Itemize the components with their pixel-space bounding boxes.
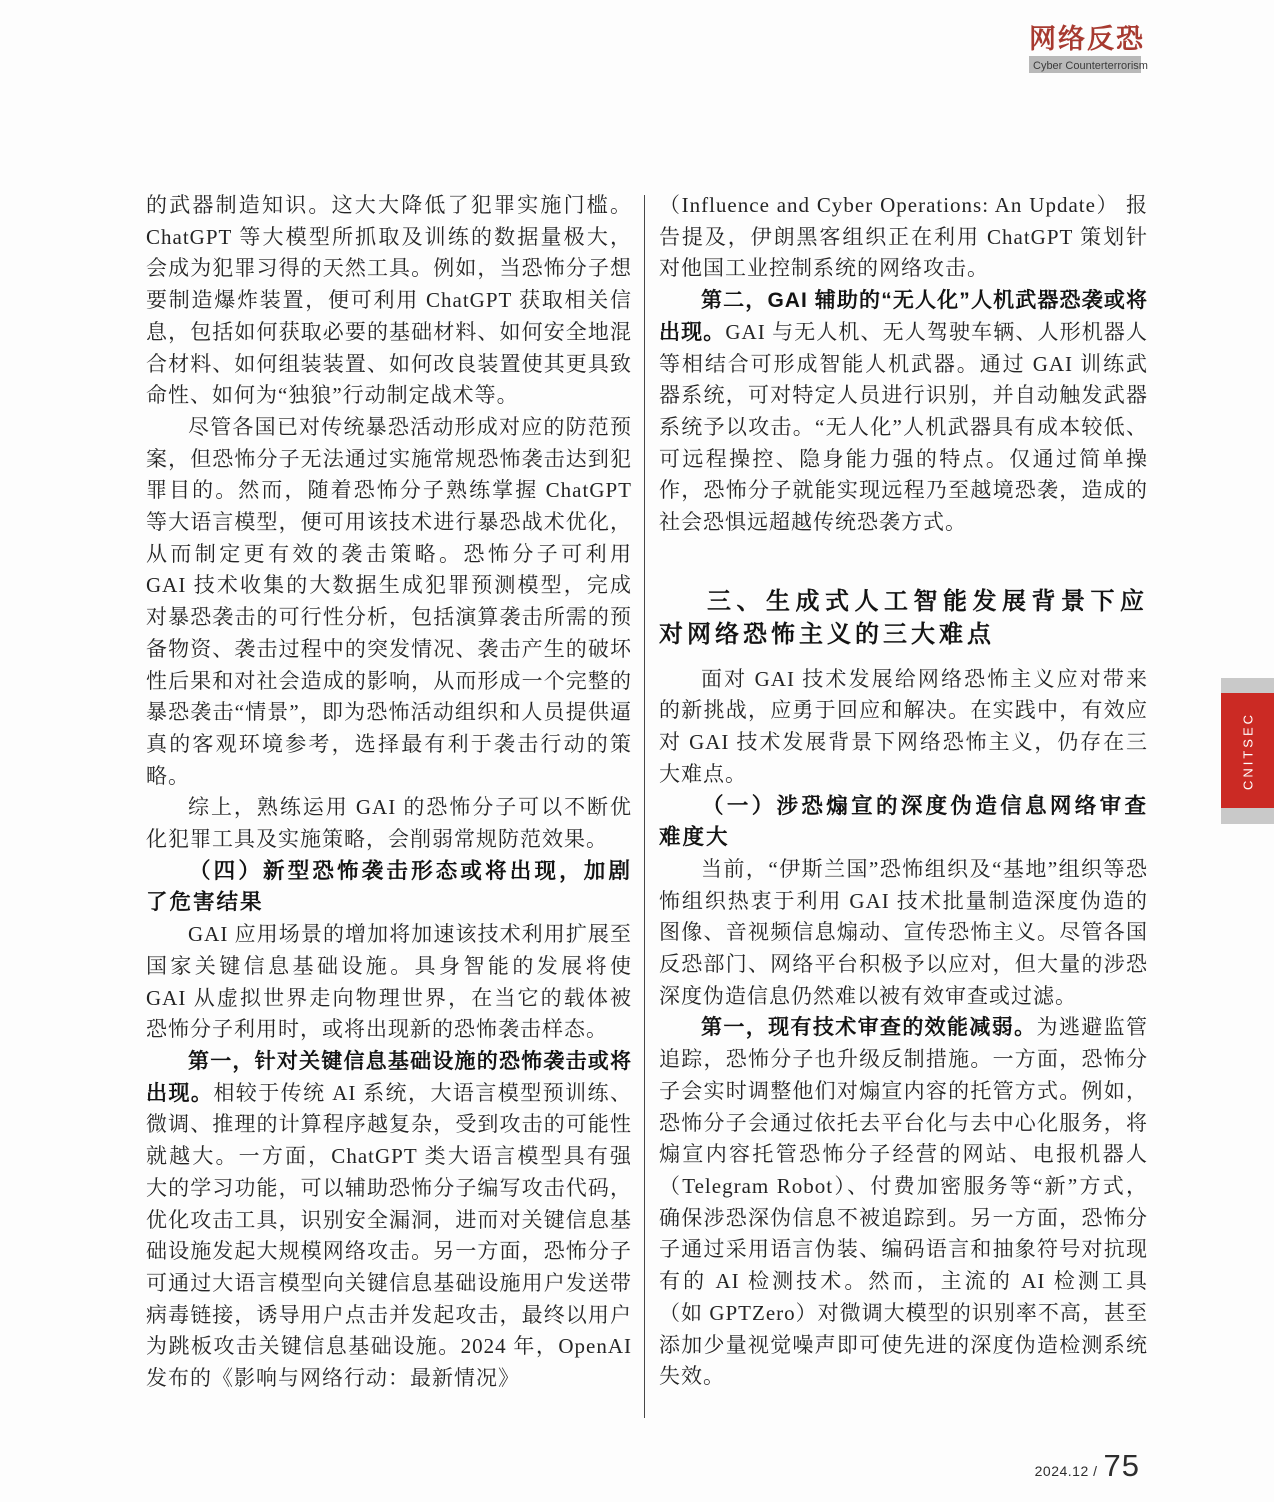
right-column [659,190,1148,1393]
side-tab-red [1221,693,1274,808]
issue-label: 2024.12 / [1034,1463,1098,1479]
paragraph: 尽管各国已对传统暴恐活动形成对应的防范预案，但恐怖分子无法通过实施常规恐怖袭击达到犯罪目的。然而，随着恐怖分子熟练掌握 ChatGPT 等大语言模型，便可用该技术进行暴恐战术优化，从而制定更有效的袭击策略。恐怖分子可利用 GAI 技术收集的大数据生成犯罪预测模型，完成对暴恐袭击的可行性分析，包括演算袭击所需的预备物资、袭击过程中的突发情况、袭击产生的破坏性后果和对社会造成的影响，从而形成一个完整的暴恐袭击“情景”，即为恐怖活动组织和人员提供逼真的客观环境参考，选择最有利于袭击行动的策略。 [146,414,632,788]
paragraph-lead: 第二，GAI 辅助的“无人化”人机武器恐袭或将出现。 [659,289,1148,344]
paragraph-text: GAI 与无人机、无人驾驶车辆、人形机器人等相结合可形成智能人机武器。通过 GAI 训练武器系统，可对特定人员进行识别，并自动触发武器系统予以攻击。“无人化”人机武器具有成本较低、可远程操控、隐身能力强的特点。仅通过简单操作，恐怖分子就能实现远程乃至越境恐袭，造成的社会恐惧远超越传统恐袭方式。 [659,319,1149,535]
subsection-heading-one: （一）涉恐煽宣的深度伪造信息网络审查难度大 [659,793,1148,850]
paragraph: GAI 应用场景的增加将加速该技术利用扩展至国家关键信息基础设施。具身智能的发展将使 GAI 从虚拟世界走向物理世界，在当它的载体被恐怖分子利用时，或将出现新的恐怖袭击样态。 [146,922,632,1042]
page-footer [1035,1448,1140,1484]
column-divider [644,195,645,1418]
left-column [146,190,632,1395]
side-tab-label: CNITSEC [1240,711,1255,790]
side-tab-gray-bottom [1221,808,1274,824]
paragraph: 综上，熟练运用 GAI 的恐怖分子可以不断优化犯罪工具及实施策略，会削弱常规防范效果。 [146,795,632,852]
paragraph: 当前，“伊斯兰国”恐怖组织及“基地”组织等恐怖组织热衷于利用 GAI 技术批量制造深度伪造的图像、音视频信息煽动、宣传恐怖主义。尽管各国反恐部门、网络平台积极予以应对，但大量的涉恐深度伪造信息仍然难以被有效审查或过滤。 [659,856,1148,1008]
side-tab-gray-top [1221,678,1274,693]
section-title-cn: 网络反恐 [1029,24,1145,54]
paragraph-continuation: （Influence and Cyber Operations: An Update） 报告提及，伊朗黑客组织正在利用 ChatGPT 策划针对他国工业控制系统的网络攻击。 [659,193,1148,281]
paragraph [659,1012,1148,1392]
subsection-heading-four: （四）新型恐怖袭击形态或将出现，加剧了危害结果 [146,858,632,915]
paragraph-text: 相较于传统 AI 系统，大语言模型预训练、微调、推理的计算程序越复杂，受到攻击的可能性就越大。一方面，ChatGPT 类大语言模型具有强大的学习功能，可以辅助恐怖分子编写攻击代码，优化攻击工具，识别安全漏洞，进而对关键信息基础设施发起大规模网络攻击。另一方面，恐怖分子可通过大语言模型向关键信息基础设施用户发送带病毒链接，诱导用户点击并发起攻击，最终以用户为跳板攻击关键信息基础设施。2024 年，OpenAI 发布的《影响与网络行动：最新情况》 [146,1080,632,1391]
page-number: 75 [1103,1448,1140,1483]
section-title-en: Cyber Counterterrorism [1033,60,1148,72]
paragraph-lead: 第一，现有技术审查的效能减弱。 [701,1016,1037,1040]
page-header [1029,24,1179,73]
paragraph-text: 为逃避监管追踪，恐怖分子也升级反制措施。一方面，恐怖分子会实时调整他们对煽宣内容的托管方式。例如，恐怖分子会通过依托去平台化与去中心化服务，将煽宣内容托管恐怖分子经营的网站、电报机器人（Telegram Robot）、付费加密服务等“新”方式，确保涉恐深伪信息不被追踪到。另一方面，恐怖分子通过采用语言伪装、编码语言和抽象符号对抗现有的 AI 检测技术。然而，主流的 AI 检测工具（如 GPTZero）对微调大模型的识别率不高，甚至添加少量视觉噪声即可使先进的深度伪造检测系统失效。 [659,1015,1149,1389]
section-title-en-bar [1029,56,1148,73]
paragraph-lead: 第一，针对关键信息基础设施的恐怖袭击或将出现。 [146,1049,632,1105]
paragraph: 面对 GAI 技术发展给网络恐怖主义应对带来的新挑战，应勇于回应和解决。在实践中，有效应对 GAI 技术发展背景下网络恐怖主义，仍存在三大难点。 [659,666,1148,786]
section-heading-three: 三、生成式人工智能发展背景下应对网络恐怖主义的三大难点 [659,587,1148,648]
paragraph [659,285,1148,539]
paragraph-continuation: 的武器制造知识。这大大降低了犯罪实施门槛。ChatGPT 等大模型所抓取及训练的数据量极大，会成为犯罪习得的天然工具。例如，当恐怖分子想要制造爆炸装置，便可利用 ChatGPT 获取相关信息，包括如何获取必要的基础材料、如何安全地混合材料、如何组装装置、如何改良装置使其更具致命性、如何为“独狼”行动制定战术等。 [146,193,632,408]
paragraph [146,1046,632,1395]
side-tab [1221,678,1274,824]
